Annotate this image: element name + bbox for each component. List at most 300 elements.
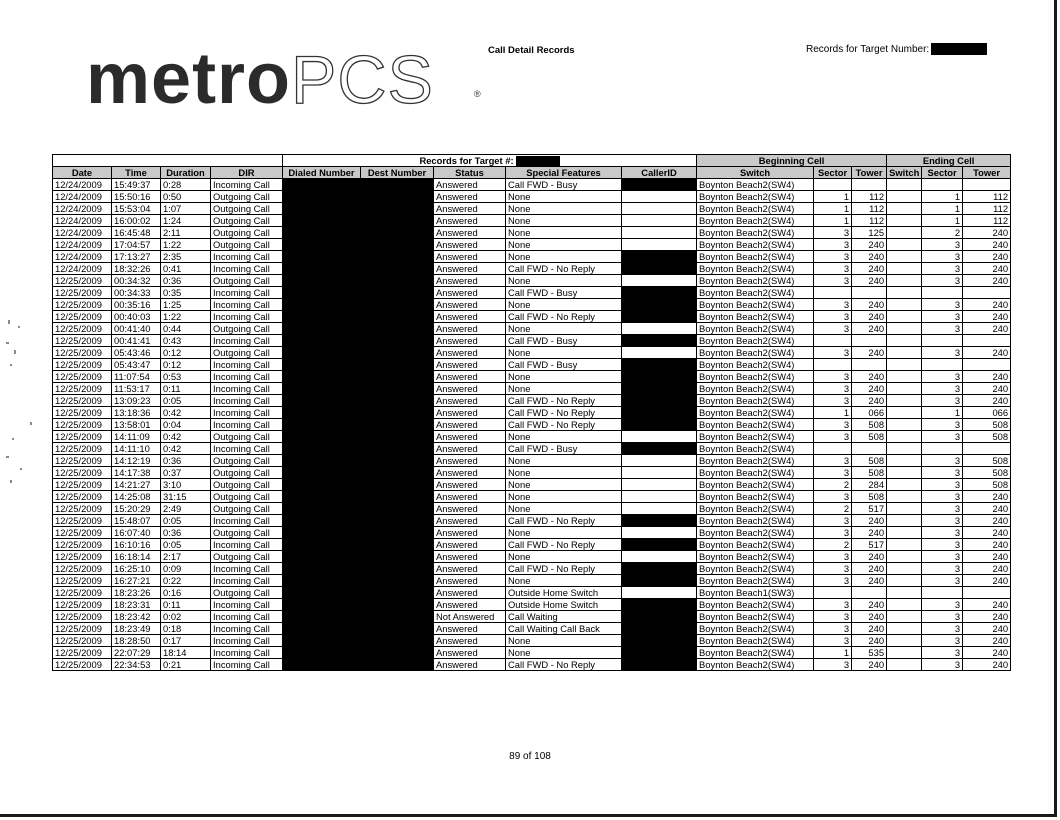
- cell-dest-number-redacted: [361, 275, 434, 287]
- cell-time: 16:18:14: [112, 551, 161, 563]
- cell-begin-switch: Boynton Beach2(SW4): [697, 611, 814, 623]
- cell-dir: Incoming Call: [211, 515, 283, 527]
- cell-end-sector: 2: [922, 227, 963, 239]
- cell-end-sector: [922, 359, 963, 371]
- col-header-time: Time: [112, 167, 161, 179]
- cell-dialed-number-redacted: [283, 587, 361, 599]
- table-row: [53, 635, 1011, 647]
- cell-end-sector: 3: [922, 419, 963, 431]
- logo-pcs-text: PCS: [291, 42, 434, 118]
- cell-dest-number-redacted: [361, 407, 434, 419]
- cell-end-tower: 240: [963, 263, 1011, 275]
- cell-begin-tower: 508: [852, 467, 887, 479]
- cell-dialed-number-redacted: [283, 599, 361, 611]
- cell-time: 17:04:57: [112, 239, 161, 251]
- cell-dialed-number-redacted: [283, 455, 361, 467]
- table-row: [53, 443, 1011, 455]
- cell-date: 12/25/2009: [53, 371, 112, 383]
- cell-status: Answered: [434, 431, 506, 443]
- cell-dialed-number-redacted: [283, 419, 361, 431]
- cell-end-sector: 3: [922, 491, 963, 503]
- cell-date: 12/25/2009: [53, 407, 112, 419]
- cell-date: 12/24/2009: [53, 239, 112, 251]
- cell-date: 12/24/2009: [53, 263, 112, 275]
- cell-special-features: Call FWD - Busy: [506, 287, 622, 299]
- cell-duration: 0:42: [161, 407, 211, 419]
- cell-duration: 0:36: [161, 527, 211, 539]
- cell-callerid: [622, 275, 697, 287]
- cell-begin-tower: 240: [852, 575, 887, 587]
- cell-begin-sector: 2: [814, 539, 852, 551]
- cell-end-switch: [887, 383, 922, 395]
- cell-status: Answered: [434, 503, 506, 515]
- cell-dest-number-redacted: [361, 371, 434, 383]
- cell-dest-number-redacted: [361, 551, 434, 563]
- cell-callerid-redacted: [622, 575, 697, 587]
- cell-callerid: [622, 467, 697, 479]
- cell-dir: Outgoing Call: [211, 347, 283, 359]
- cell-begin-tower: 240: [852, 347, 887, 359]
- cell-begin-tower: 240: [852, 563, 887, 575]
- cell-time: 22:07:29: [112, 647, 161, 659]
- cell-end-sector: 3: [922, 623, 963, 635]
- cell-callerid: [622, 455, 697, 467]
- cell-special-features: Call FWD - No Reply: [506, 419, 622, 431]
- cell-end-tower: 240: [963, 371, 1011, 383]
- cell-dialed-number-redacted: [283, 611, 361, 623]
- cell-status: Answered: [434, 599, 506, 611]
- cell-dest-number-redacted: [361, 503, 434, 515]
- cell-begin-sector: 3: [814, 515, 852, 527]
- table-row: [53, 563, 1011, 575]
- table-row: [53, 575, 1011, 587]
- cell-begin-sector: 3: [814, 599, 852, 611]
- cell-end-switch: [887, 551, 922, 563]
- cell-end-tower: [963, 587, 1011, 599]
- cell-time: 13:09:23: [112, 395, 161, 407]
- cell-end-switch: [887, 431, 922, 443]
- col-header-dialed-number: Dialed Number: [283, 167, 361, 179]
- cell-dest-number-redacted: [361, 359, 434, 371]
- table-row: [53, 359, 1011, 371]
- cell-dest-number-redacted: [361, 563, 434, 575]
- cell-time: 16:45:48: [112, 227, 161, 239]
- page-number: 89 of 108: [509, 751, 551, 762]
- cell-begin-sector: 3: [814, 227, 852, 239]
- cell-status: Answered: [434, 191, 506, 203]
- cell-begin-sector: 3: [814, 263, 852, 275]
- cell-special-features: None: [506, 383, 622, 395]
- table-row: [53, 311, 1011, 323]
- cell-time: 15:48:07: [112, 515, 161, 527]
- cell-begin-switch: Boynton Beach2(SW4): [697, 299, 814, 311]
- cell-date: 12/25/2009: [53, 419, 112, 431]
- cell-callerid-redacted: [622, 359, 697, 371]
- cell-end-tower: 240: [963, 395, 1011, 407]
- col-header-end-switch: Switch: [887, 167, 922, 179]
- table-row: [53, 383, 1011, 395]
- table-row: [53, 227, 1011, 239]
- cell-end-tower: 508: [963, 467, 1011, 479]
- cell-begin-switch: Boynton Beach2(SW4): [697, 179, 814, 191]
- cell-end-switch: [887, 587, 922, 599]
- cell-end-switch: [887, 179, 922, 191]
- cell-end-switch: [887, 407, 922, 419]
- cell-status: Answered: [434, 239, 506, 251]
- table-row: [53, 539, 1011, 551]
- cell-time: 14:12:19: [112, 455, 161, 467]
- cell-time: 14:11:09: [112, 431, 161, 443]
- cell-end-sector: 1: [922, 215, 963, 227]
- table-row: [53, 527, 1011, 539]
- cell-dialed-number-redacted: [283, 251, 361, 263]
- cell-begin-switch: Boynton Beach2(SW4): [697, 551, 814, 563]
- cell-end-switch: [887, 299, 922, 311]
- cell-status: Answered: [434, 419, 506, 431]
- cell-begin-tower: 240: [852, 263, 887, 275]
- cell-begin-switch: Boynton Beach2(SW4): [697, 251, 814, 263]
- cell-duration: 0:05: [161, 515, 211, 527]
- cell-callerid-redacted: [622, 635, 697, 647]
- target-number-line: [806, 43, 987, 55]
- table-row: [53, 407, 1011, 419]
- cell-callerid-redacted: [622, 299, 697, 311]
- cell-dialed-number-redacted: [283, 431, 361, 443]
- cell-callerid: [622, 239, 697, 251]
- cell-callerid: [622, 491, 697, 503]
- table-row: [53, 659, 1011, 671]
- cell-begin-sector: 1: [814, 203, 852, 215]
- cell-dir: Outgoing Call: [211, 455, 283, 467]
- cell-callerid: [622, 551, 697, 563]
- cell-dir: Outgoing Call: [211, 215, 283, 227]
- cell-end-switch: [887, 191, 922, 203]
- cell-begin-sector: 3: [814, 527, 852, 539]
- cell-begin-tower: 240: [852, 323, 887, 335]
- cell-time: 11:53:17: [112, 383, 161, 395]
- cell-end-switch: [887, 599, 922, 611]
- cell-end-tower: 240: [963, 227, 1011, 239]
- cell-begin-tower: 240: [852, 551, 887, 563]
- cell-end-tower: 508: [963, 431, 1011, 443]
- cell-dest-number-redacted: [361, 539, 434, 551]
- cell-status: Answered: [434, 263, 506, 275]
- cell-special-features: None: [506, 275, 622, 287]
- cell-dest-number-redacted: [361, 623, 434, 635]
- cell-dialed-number-redacted: [283, 203, 361, 215]
- table-row: [53, 455, 1011, 467]
- cell-begin-switch: Boynton Beach2(SW4): [697, 239, 814, 251]
- cell-end-tower: 112: [963, 203, 1011, 215]
- cell-end-sector: 1: [922, 191, 963, 203]
- cell-begin-sector: 2: [814, 479, 852, 491]
- cell-end-switch: [887, 659, 922, 671]
- cell-end-switch: [887, 455, 922, 467]
- cell-end-sector: 3: [922, 539, 963, 551]
- cell-callerid: [622, 191, 697, 203]
- cell-dir: Outgoing Call: [211, 323, 283, 335]
- cell-callerid-redacted: [622, 311, 697, 323]
- cell-end-sector: 3: [922, 503, 963, 515]
- cell-end-switch: [887, 395, 922, 407]
- cell-duration: 0:44: [161, 323, 211, 335]
- cell-time: 17:13:27: [112, 251, 161, 263]
- cell-begin-sector: 3: [814, 371, 852, 383]
- cell-end-tower: 066: [963, 407, 1011, 419]
- cell-duration: 0:50: [161, 191, 211, 203]
- cell-duration: 1:07: [161, 203, 211, 215]
- cell-dest-number-redacted: [361, 443, 434, 455]
- cell-callerid-redacted: [622, 419, 697, 431]
- cell-dest-number-redacted: [361, 659, 434, 671]
- cell-callerid-redacted: [622, 659, 697, 671]
- cell-begin-tower: 240: [852, 659, 887, 671]
- cell-dir: Incoming Call: [211, 395, 283, 407]
- cell-begin-sector: 3: [814, 239, 852, 251]
- cell-begin-sector: 1: [814, 647, 852, 659]
- cell-callerid-redacted: [622, 263, 697, 275]
- cell-end-tower: 112: [963, 215, 1011, 227]
- cell-dir: Incoming Call: [211, 611, 283, 623]
- cell-time: 13:58:01: [112, 419, 161, 431]
- col-header-date: Date: [53, 167, 112, 179]
- cell-end-sector: 3: [922, 239, 963, 251]
- cell-end-sector: 3: [922, 431, 963, 443]
- cell-end-switch: [887, 635, 922, 647]
- cell-begin-tower: 240: [852, 611, 887, 623]
- cell-duration: 2:49: [161, 503, 211, 515]
- cell-end-sector: 3: [922, 323, 963, 335]
- cell-duration: 0:04: [161, 419, 211, 431]
- cell-begin-switch: Boynton Beach2(SW4): [697, 407, 814, 419]
- cell-special-features: None: [506, 239, 622, 251]
- cell-special-features: None: [506, 551, 622, 563]
- cell-dialed-number-redacted: [283, 359, 361, 371]
- cell-begin-tower: [852, 287, 887, 299]
- cell-duration: 0:41: [161, 263, 211, 275]
- cell-begin-sector: 3: [814, 659, 852, 671]
- cell-dest-number-redacted: [361, 251, 434, 263]
- cell-end-sector: 3: [922, 311, 963, 323]
- cell-special-features: Call FWD - No Reply: [506, 263, 622, 275]
- cell-status: Answered: [434, 347, 506, 359]
- cell-dir: Incoming Call: [211, 443, 283, 455]
- cell-status: Not Answered: [434, 611, 506, 623]
- cell-callerid: [622, 347, 697, 359]
- cell-dest-number-redacted: [361, 203, 434, 215]
- cell-special-features: None: [506, 575, 622, 587]
- cell-dialed-number-redacted: [283, 323, 361, 335]
- cell-date: 12/25/2009: [53, 383, 112, 395]
- cell-callerid: [622, 215, 697, 227]
- cell-dir: Outgoing Call: [211, 239, 283, 251]
- cell-dest-number-redacted: [361, 515, 434, 527]
- cell-begin-tower: 517: [852, 539, 887, 551]
- cell-dir: Incoming Call: [211, 623, 283, 635]
- cell-duration: 0:09: [161, 563, 211, 575]
- cell-begin-tower: 240: [852, 527, 887, 539]
- cell-dialed-number-redacted: [283, 491, 361, 503]
- cell-begin-sector: 3: [814, 611, 852, 623]
- cell-dir: Incoming Call: [211, 563, 283, 575]
- cell-dir: Outgoing Call: [211, 479, 283, 491]
- redaction-box: [931, 43, 987, 55]
- cell-end-sector: [922, 179, 963, 191]
- cell-dir: Incoming Call: [211, 179, 283, 191]
- cell-end-tower: 240: [963, 659, 1011, 671]
- cell-status: Answered: [434, 395, 506, 407]
- cell-dest-number-redacted: [361, 239, 434, 251]
- cell-begin-switch: Boynton Beach2(SW4): [697, 263, 814, 275]
- cell-dialed-number-redacted: [283, 551, 361, 563]
- group-header-blank: [53, 155, 283, 167]
- table-row: [53, 371, 1011, 383]
- cell-end-sector: 3: [922, 299, 963, 311]
- col-header-begin-tower: Tower: [852, 167, 887, 179]
- cell-end-switch: [887, 443, 922, 455]
- cell-dir: Incoming Call: [211, 311, 283, 323]
- cell-time: 11:07:54: [112, 371, 161, 383]
- cell-begin-sector: 3: [814, 551, 852, 563]
- cell-duration: 0:22: [161, 575, 211, 587]
- cell-begin-switch: Boynton Beach2(SW4): [697, 575, 814, 587]
- cell-date: 12/25/2009: [53, 575, 112, 587]
- cell-begin-switch: Boynton Beach2(SW4): [697, 203, 814, 215]
- cell-begin-tower: 125: [852, 227, 887, 239]
- cell-date: 12/25/2009: [53, 647, 112, 659]
- table-row: [53, 479, 1011, 491]
- cell-time: 15:49:37: [112, 179, 161, 191]
- cell-duration: 0:12: [161, 359, 211, 371]
- cell-end-tower: 508: [963, 479, 1011, 491]
- cell-begin-switch: Boynton Beach2(SW4): [697, 443, 814, 455]
- cell-special-features: Call FWD - Busy: [506, 359, 622, 371]
- cell-status: Answered: [434, 491, 506, 503]
- cell-status: Answered: [434, 299, 506, 311]
- cell-end-tower: 240: [963, 323, 1011, 335]
- cell-duration: 1:25: [161, 299, 211, 311]
- cell-end-tower: 240: [963, 311, 1011, 323]
- cell-status: Answered: [434, 407, 506, 419]
- call-detail-table: [52, 154, 1011, 671]
- cell-begin-switch: Boynton Beach2(SW4): [697, 287, 814, 299]
- cell-time: 18:23:42: [112, 611, 161, 623]
- table-row: [53, 395, 1011, 407]
- cell-begin-switch: Boynton Beach2(SW4): [697, 635, 814, 647]
- cell-status: Answered: [434, 455, 506, 467]
- col-header-dest-number: Dest Number: [361, 167, 434, 179]
- cell-dir: Incoming Call: [211, 539, 283, 551]
- cell-end-sector: 3: [922, 611, 963, 623]
- cell-time: 00:34:32: [112, 275, 161, 287]
- cell-end-switch: [887, 251, 922, 263]
- cell-begin-switch: Boynton Beach2(SW4): [697, 383, 814, 395]
- cell-end-sector: 3: [922, 599, 963, 611]
- cell-end-tower: 240: [963, 599, 1011, 611]
- cell-begin-switch: Boynton Beach1(SW3): [697, 587, 814, 599]
- cell-date: 12/24/2009: [53, 215, 112, 227]
- cell-date: 12/25/2009: [53, 347, 112, 359]
- cell-dir: Incoming Call: [211, 359, 283, 371]
- cell-dialed-number-redacted: [283, 443, 361, 455]
- cell-time: 00:40:03: [112, 311, 161, 323]
- cell-date: 12/25/2009: [53, 611, 112, 623]
- cell-begin-switch: Boynton Beach2(SW4): [697, 539, 814, 551]
- cell-end-sector: 3: [922, 455, 963, 467]
- cell-begin-tower: 240: [852, 515, 887, 527]
- cell-end-tower: 508: [963, 419, 1011, 431]
- metropcs-logo: [86, 39, 481, 119]
- cell-end-sector: [922, 443, 963, 455]
- cell-dialed-number-redacted: [283, 503, 361, 515]
- cell-special-features: Call FWD - Busy: [506, 335, 622, 347]
- cell-end-sector: 1: [922, 407, 963, 419]
- cell-begin-sector: 3: [814, 467, 852, 479]
- cell-begin-tower: 240: [852, 311, 887, 323]
- col-header-begin-sector: Sector: [814, 167, 852, 179]
- cell-special-features: None: [506, 479, 622, 491]
- cell-end-switch: [887, 335, 922, 347]
- cell-time: 16:10:16: [112, 539, 161, 551]
- cell-begin-tower: 240: [852, 251, 887, 263]
- cell-dest-number-redacted: [361, 323, 434, 335]
- cell-status: Answered: [434, 179, 506, 191]
- cell-end-sector: 3: [922, 371, 963, 383]
- cell-end-sector: 3: [922, 563, 963, 575]
- cell-end-sector: 3: [922, 479, 963, 491]
- cell-begin-sector: 1: [814, 407, 852, 419]
- cell-end-switch: [887, 287, 922, 299]
- cell-dialed-number-redacted: [283, 479, 361, 491]
- cell-begin-switch: Boynton Beach2(SW4): [697, 479, 814, 491]
- cell-duration: 0:18: [161, 623, 211, 635]
- cell-special-features: None: [506, 467, 622, 479]
- cell-dialed-number-redacted: [283, 659, 361, 671]
- cell-callerid-redacted: [622, 383, 697, 395]
- cell-special-features: Call FWD - No Reply: [506, 563, 622, 575]
- cell-begin-switch: Boynton Beach2(SW4): [697, 503, 814, 515]
- cell-begin-switch: Boynton Beach2(SW4): [697, 335, 814, 347]
- cell-special-features: None: [506, 647, 622, 659]
- cell-time: 00:34:33: [112, 287, 161, 299]
- cell-time: 22:34:53: [112, 659, 161, 671]
- cell-end-switch: [887, 239, 922, 251]
- cell-end-tower: 240: [963, 383, 1011, 395]
- cell-dest-number-redacted: [361, 467, 434, 479]
- table-row: [53, 623, 1011, 635]
- cell-special-features: None: [506, 215, 622, 227]
- cell-dialed-number-redacted: [283, 179, 361, 191]
- cell-date: 12/25/2009: [53, 491, 112, 503]
- cell-dir: Incoming Call: [211, 647, 283, 659]
- cell-begin-switch: Boynton Beach2(SW4): [697, 659, 814, 671]
- cell-time: 14:17:38: [112, 467, 161, 479]
- cell-special-features: Call FWD - No Reply: [506, 311, 622, 323]
- cell-time: 14:11:10: [112, 443, 161, 455]
- cell-duration: 0:53: [161, 371, 211, 383]
- cell-special-features: None: [506, 251, 622, 263]
- table-row: [53, 611, 1011, 623]
- cell-begin-switch: Boynton Beach2(SW4): [697, 527, 814, 539]
- cell-dir: Outgoing Call: [211, 203, 283, 215]
- cell-dest-number-redacted: [361, 335, 434, 347]
- cell-dir: Outgoing Call: [211, 431, 283, 443]
- cell-dest-number-redacted: [361, 419, 434, 431]
- cell-begin-sector: 3: [814, 395, 852, 407]
- table-row: [53, 431, 1011, 443]
- cell-date: 12/25/2009: [53, 551, 112, 563]
- cell-duration: 0:42: [161, 443, 211, 455]
